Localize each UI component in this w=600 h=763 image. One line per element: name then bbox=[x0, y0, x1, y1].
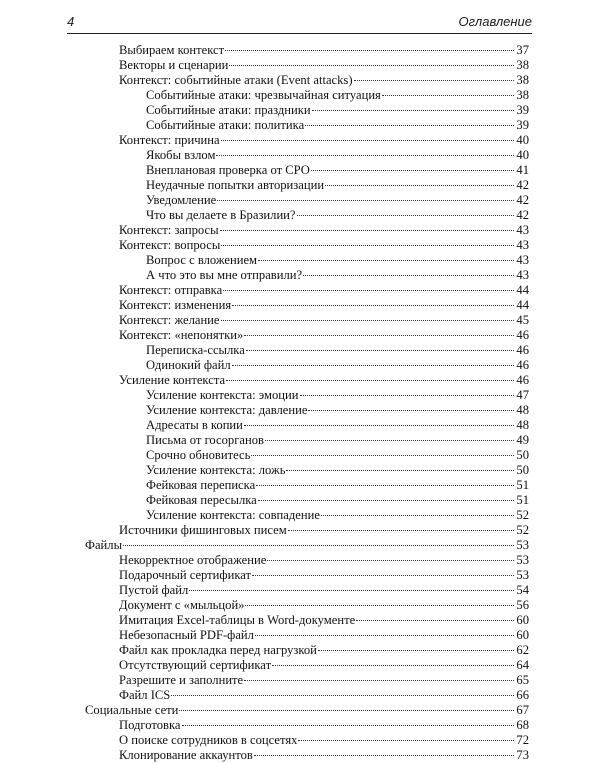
toc-entry-title: Документ с «мыльцой» bbox=[119, 598, 245, 612]
toc-entry[interactable] bbox=[119, 553, 529, 568]
toc-entry-page: 51 bbox=[516, 493, 529, 507]
dot-leader bbox=[225, 50, 514, 51]
toc-entry[interactable] bbox=[146, 358, 529, 373]
toc-entry-page: 72 bbox=[516, 733, 529, 747]
toc-entry-page: 73 bbox=[516, 748, 529, 762]
toc-entry-page: 65 bbox=[516, 673, 529, 687]
dot-leader bbox=[221, 140, 514, 141]
toc-entry-page: 46 bbox=[516, 373, 529, 387]
toc-entry[interactable] bbox=[146, 448, 529, 463]
toc-entry-title: А что это вы мне отправили? bbox=[146, 268, 303, 282]
section-title: Оглавление bbox=[458, 14, 532, 29]
toc-entry-title: Отсутствующий сертификат bbox=[119, 658, 272, 672]
toc-entry[interactable] bbox=[119, 238, 529, 253]
toc-entry-title: Усиление контекста bbox=[119, 373, 226, 387]
toc-entry-title: Внеплановая проверка от СРО bbox=[146, 163, 310, 177]
toc-entry-title: Небезопасный PDF-файл bbox=[119, 628, 254, 642]
toc-entry-page: 68 bbox=[516, 718, 529, 732]
dot-leader bbox=[255, 635, 514, 636]
toc-entry[interactable] bbox=[119, 718, 529, 733]
toc-entry-page: 37 bbox=[516, 43, 529, 57]
dot-leader bbox=[286, 470, 514, 471]
toc-entry-page: 43 bbox=[516, 253, 529, 267]
toc-entry[interactable] bbox=[146, 148, 529, 163]
dot-leader bbox=[245, 605, 514, 606]
toc-entry[interactable] bbox=[146, 208, 529, 223]
header-rule bbox=[67, 33, 532, 34]
toc-entry-page: 60 bbox=[516, 613, 529, 627]
toc-entry[interactable] bbox=[119, 73, 529, 88]
toc-entry-title: Усиление контекста: эмоции bbox=[146, 388, 299, 402]
dot-leader bbox=[288, 530, 514, 531]
toc-entry-title: Пустой файл bbox=[119, 583, 189, 597]
toc-entry[interactable] bbox=[119, 613, 529, 628]
toc-entry-page: 39 bbox=[516, 103, 529, 117]
toc-entry-title: Что вы делаете в Бразилии? bbox=[146, 208, 296, 222]
toc-entry-title: Усиление контекста: давление bbox=[146, 403, 308, 417]
dot-leader bbox=[226, 380, 514, 381]
dot-leader bbox=[298, 740, 514, 741]
dot-leader bbox=[182, 725, 514, 726]
toc-entry-title: Файл ICS bbox=[119, 688, 171, 702]
toc-entry-title: Векторы и сценарии bbox=[119, 58, 229, 72]
dot-leader bbox=[318, 650, 514, 651]
dot-leader bbox=[221, 245, 514, 246]
dot-leader bbox=[300, 395, 514, 396]
toc-entry-page: 41 bbox=[516, 163, 529, 177]
dot-leader bbox=[216, 155, 514, 156]
toc-entry-title: Контекст: «непонятки» bbox=[119, 328, 244, 342]
dot-leader bbox=[258, 260, 514, 261]
toc-entry-title: Контекст: вопросы bbox=[119, 238, 221, 252]
toc-entry[interactable] bbox=[119, 748, 529, 763]
dot-leader bbox=[267, 560, 514, 561]
toc-entry[interactable] bbox=[119, 673, 529, 688]
toc-entry-page: 46 bbox=[516, 358, 529, 372]
dot-leader bbox=[321, 515, 514, 516]
dot-leader bbox=[272, 665, 514, 666]
dot-leader bbox=[244, 680, 514, 681]
dot-leader bbox=[229, 65, 514, 66]
dot-leader bbox=[297, 215, 514, 216]
toc-entry-page: 48 bbox=[516, 418, 529, 432]
toc-entry-title: Якобы взлом bbox=[146, 148, 216, 162]
toc-entry-page: 47 bbox=[516, 388, 529, 402]
dot-leader bbox=[354, 80, 514, 81]
dot-leader bbox=[217, 200, 514, 201]
toc-entry-title: Клонирование аккаунтов bbox=[119, 748, 253, 762]
running-header bbox=[67, 14, 532, 32]
dot-leader bbox=[311, 170, 514, 171]
toc-entry-title: Имитация Excel-таблицы в Word-документе bbox=[119, 613, 356, 627]
toc-entry-title: Событийные атаки: чрезвычайная ситуация bbox=[146, 88, 381, 102]
dot-leader bbox=[252, 575, 514, 576]
dot-leader bbox=[303, 275, 514, 276]
toc-entry-page: 51 bbox=[516, 478, 529, 492]
toc-entry[interactable] bbox=[119, 43, 529, 58]
toc-entry[interactable] bbox=[119, 658, 529, 673]
toc-entry-page: 38 bbox=[516, 58, 529, 72]
toc-entry[interactable] bbox=[119, 223, 529, 238]
toc-entry-title: Фейковая переписка bbox=[146, 478, 256, 492]
toc-entry-title: Некорректное отображение bbox=[119, 553, 267, 567]
toc-entry[interactable] bbox=[146, 478, 529, 493]
toc-entry-page: 40 bbox=[516, 133, 529, 147]
toc-entry[interactable] bbox=[119, 643, 529, 658]
toc-entry[interactable] bbox=[146, 178, 529, 193]
toc-entry[interactable] bbox=[119, 523, 529, 538]
toc-entry[interactable] bbox=[85, 703, 529, 718]
dot-leader bbox=[171, 695, 514, 696]
toc-entry-title: Фейковая пересылка bbox=[146, 493, 257, 507]
toc-entry[interactable] bbox=[119, 688, 529, 703]
toc-entry[interactable] bbox=[119, 283, 529, 298]
dot-leader bbox=[223, 290, 514, 291]
dot-leader bbox=[265, 440, 514, 441]
dot-leader bbox=[258, 500, 514, 501]
toc-entry-title: Контекст: событийные атаки (Event attacks) bbox=[119, 73, 353, 87]
toc-entry[interactable] bbox=[119, 328, 529, 343]
dot-leader bbox=[308, 410, 514, 411]
toc-entry[interactable] bbox=[119, 598, 529, 613]
dot-leader bbox=[312, 110, 514, 111]
toc-entry-title: Письма от госорганов bbox=[146, 433, 264, 447]
toc-entry[interactable] bbox=[119, 298, 529, 313]
dot-leader bbox=[356, 620, 514, 621]
toc-entry-title: Адресаты в копии bbox=[146, 418, 243, 432]
toc-entry-page: 53 bbox=[516, 568, 529, 582]
toc-entry-page: 39 bbox=[516, 118, 529, 132]
toc-entry-title: Контекст: запросы bbox=[119, 223, 219, 237]
dot-leader bbox=[189, 590, 514, 591]
dot-leader bbox=[305, 125, 514, 126]
toc-entry[interactable] bbox=[146, 253, 529, 268]
toc-entry[interactable] bbox=[146, 193, 529, 208]
toc-entry-page: 43 bbox=[516, 223, 529, 237]
dot-leader bbox=[382, 95, 514, 96]
toc-entry[interactable] bbox=[119, 133, 529, 148]
toc-entry-title: Неудачные попытки авторизации bbox=[146, 178, 325, 192]
toc-entry-page: 56 bbox=[516, 598, 529, 612]
toc-entry[interactable] bbox=[146, 463, 529, 478]
toc-entry-page: 52 bbox=[516, 508, 529, 522]
toc-entry[interactable] bbox=[146, 433, 529, 448]
toc-entry-page: 66 bbox=[516, 688, 529, 702]
toc-entry-title: Событийные атаки: праздники bbox=[146, 103, 311, 117]
toc-entry-page: 38 bbox=[516, 88, 529, 102]
dot-leader bbox=[251, 455, 514, 456]
toc-entry[interactable] bbox=[146, 388, 529, 403]
toc-entry-page: 49 bbox=[516, 433, 529, 447]
toc-entry[interactable] bbox=[146, 403, 529, 418]
toc-entry[interactable] bbox=[146, 268, 529, 283]
toc-entry-title: Подарочный сертификат bbox=[119, 568, 252, 582]
toc-entry-page: 50 bbox=[516, 463, 529, 477]
toc-entry-title: Событийные атаки: политика bbox=[146, 118, 305, 132]
toc-entry-page: 48 bbox=[516, 403, 529, 417]
dot-leader bbox=[232, 305, 514, 306]
toc-entry-page: 53 bbox=[516, 553, 529, 567]
toc-entry-title: Одинокий файл bbox=[146, 358, 231, 372]
page-number: 4 bbox=[67, 14, 75, 29]
toc-entry-page: 43 bbox=[516, 238, 529, 252]
toc-entry[interactable] bbox=[146, 493, 529, 508]
toc-entry-page: 40 bbox=[516, 148, 529, 162]
toc-entry-page: 38 bbox=[516, 73, 529, 87]
toc-entry[interactable] bbox=[119, 733, 529, 748]
toc-entry[interactable] bbox=[146, 88, 529, 103]
toc-entry-title: Файл как прокладка перед нагрузкой bbox=[119, 643, 317, 657]
toc-entry-title: Уведомление bbox=[146, 193, 217, 207]
toc-entry[interactable] bbox=[146, 163, 529, 178]
toc-entry-page: 42 bbox=[516, 178, 529, 192]
toc-entry-page: 64 bbox=[516, 658, 529, 672]
dot-leader bbox=[244, 335, 514, 336]
toc-entry-page: 42 bbox=[516, 208, 529, 222]
toc-entry-page: 45 bbox=[516, 313, 529, 327]
dot-leader bbox=[325, 185, 514, 186]
toc-entry-title: Источники фишинговых писем bbox=[119, 523, 287, 537]
toc-entry[interactable] bbox=[146, 103, 529, 118]
toc-entry[interactable] bbox=[146, 118, 529, 133]
toc-entry[interactable] bbox=[146, 343, 529, 358]
toc-entry-page: 50 bbox=[516, 448, 529, 462]
toc-entry-page: 52 bbox=[516, 523, 529, 537]
toc-entry-page: 60 bbox=[516, 628, 529, 642]
toc-entry-page: 46 bbox=[516, 343, 529, 357]
toc-entry-page: 44 bbox=[516, 298, 529, 312]
toc-entry[interactable] bbox=[146, 508, 529, 523]
toc-entry-title: Выбираем контекст bbox=[119, 43, 225, 57]
dot-leader bbox=[220, 230, 514, 231]
toc-entry-page: 46 bbox=[516, 328, 529, 342]
toc-entry[interactable] bbox=[119, 313, 529, 328]
toc-entry-title: Контекст: желание bbox=[119, 313, 220, 327]
toc-entry[interactable] bbox=[119, 373, 529, 388]
toc-entry-title: О поиске сотрудников в соцсетях bbox=[119, 733, 298, 747]
toc-entry-title: Усиление контекста: совпадение bbox=[146, 508, 320, 522]
toc-entry-page: 54 bbox=[516, 583, 529, 597]
toc-entry[interactable] bbox=[85, 538, 529, 553]
toc-entry-title: Контекст: причина bbox=[119, 133, 220, 147]
dot-leader bbox=[256, 485, 514, 486]
toc-entry-title: Социальные сети bbox=[85, 703, 179, 717]
dot-leader bbox=[244, 425, 514, 426]
toc-entry[interactable] bbox=[119, 568, 529, 583]
toc-entry-page: 67 bbox=[516, 703, 529, 717]
dot-leader bbox=[232, 365, 514, 366]
table-of-contents bbox=[0, 43, 600, 763]
toc-entry-page: 44 bbox=[516, 283, 529, 297]
toc-entry-title: Срочно обновитесь bbox=[146, 448, 251, 462]
toc-entry-title: Контекст: отправка bbox=[119, 283, 223, 297]
toc-entry[interactable] bbox=[119, 58, 529, 73]
toc-entry-title: Подготовка bbox=[119, 718, 181, 732]
dot-leader bbox=[123, 545, 514, 546]
dot-leader bbox=[179, 710, 514, 711]
dot-leader bbox=[254, 755, 514, 756]
toc-entry-title: Разрешите и заполните bbox=[119, 673, 244, 687]
toc-entry[interactable] bbox=[119, 628, 529, 643]
dot-leader bbox=[221, 320, 514, 321]
toc-entry-title: Усиление контекста: ложь bbox=[146, 463, 286, 477]
toc-entry-page: 53 bbox=[516, 538, 529, 552]
toc-entry-title: Вопрос с вложением bbox=[146, 253, 258, 267]
toc-entry-title: Контекст: изменения bbox=[119, 298, 232, 312]
toc-entry-page: 62 bbox=[516, 643, 529, 657]
toc-entry[interactable] bbox=[146, 418, 529, 433]
toc-entry-page: 43 bbox=[516, 268, 529, 282]
toc-entry-page: 42 bbox=[516, 193, 529, 207]
toc-entry-title: Переписка-ссылка bbox=[146, 343, 245, 357]
toc-entry[interactable] bbox=[119, 583, 529, 598]
toc-entry-title: Файлы bbox=[85, 538, 123, 552]
dot-leader bbox=[246, 350, 514, 351]
